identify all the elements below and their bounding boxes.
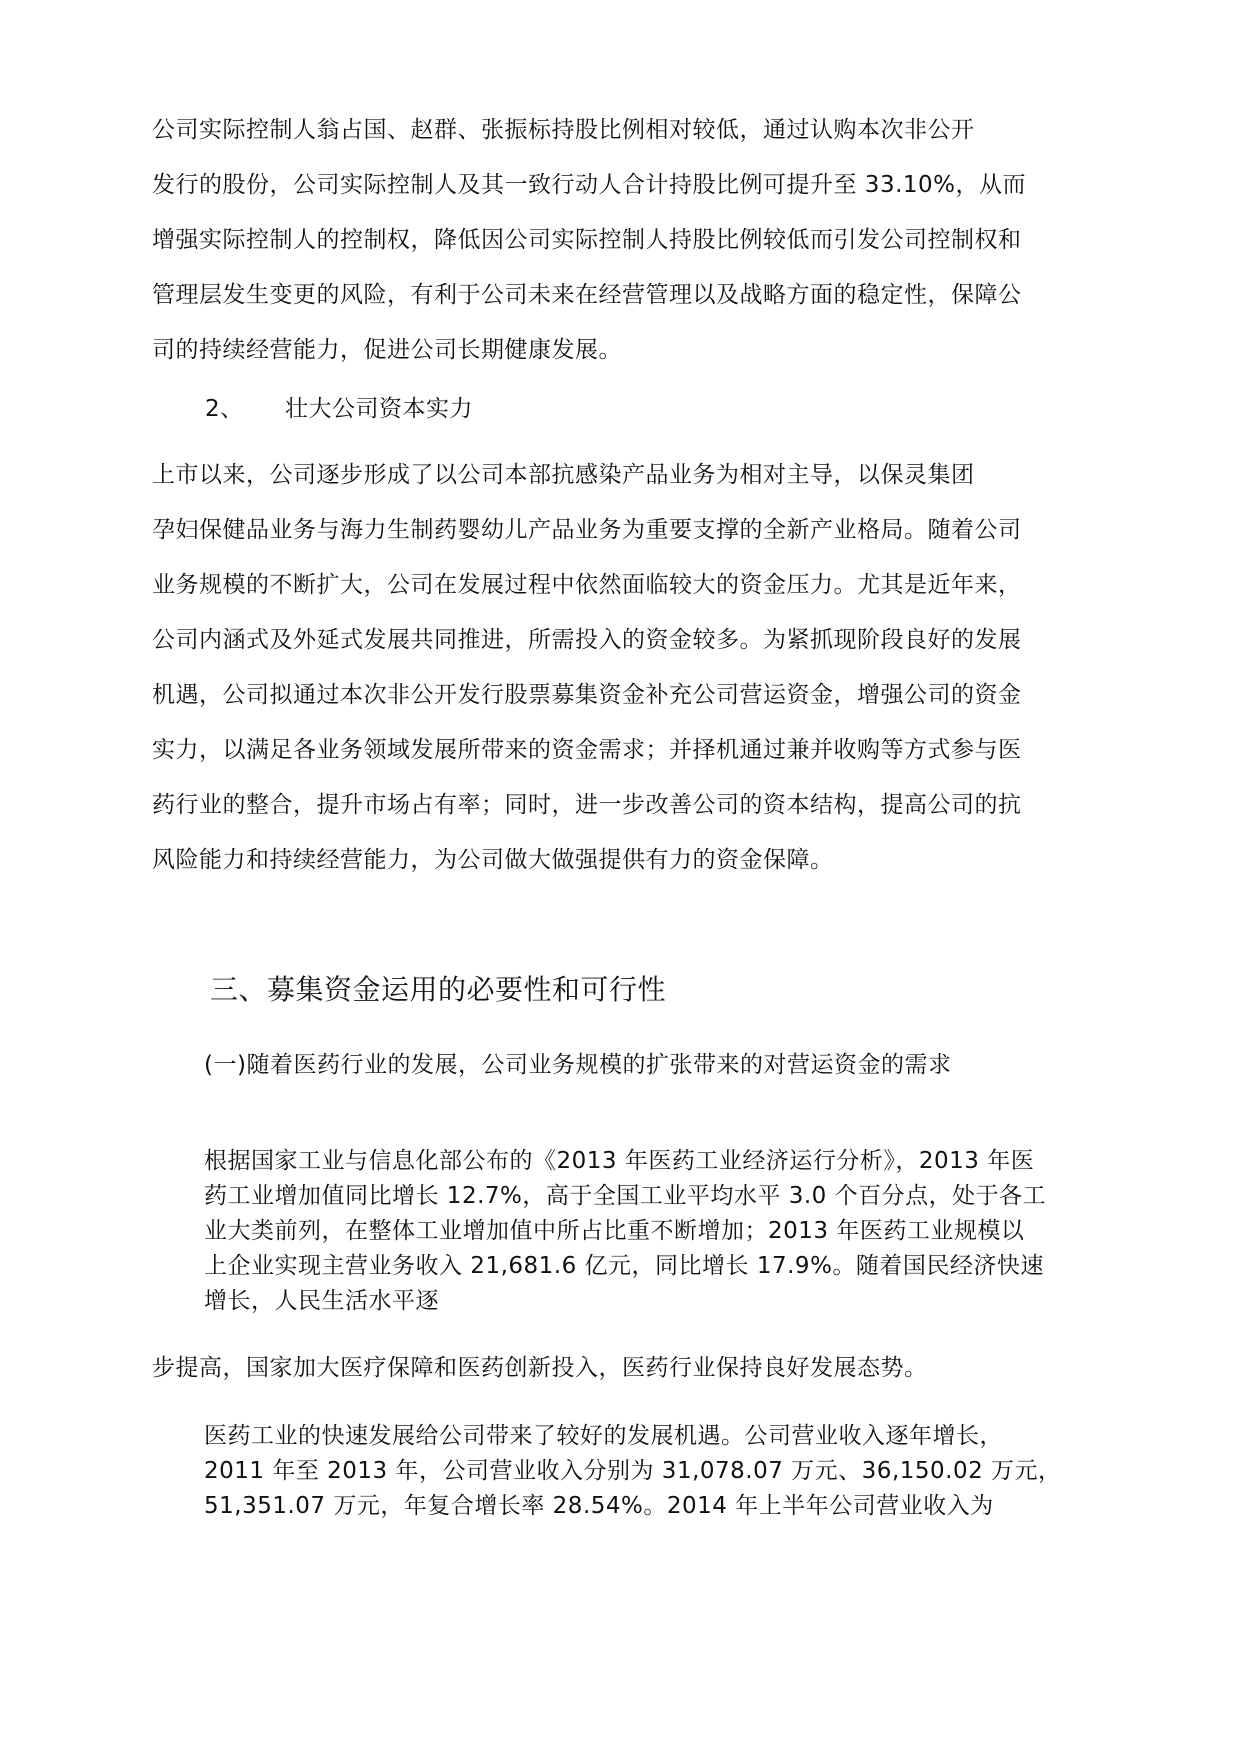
list-item-title: 壮大公司资本实力 [285,396,473,422]
text-line: 2011 年至 2013 年，公司营业收入分别为 31,078.07 万元、36,150.02 万元， [204,1458,1062,1484]
text-line: 司的持续经营能力，促进公司长期健康发展。 [152,337,622,363]
text-line: 上市以来，公司逐步形成了以公司本部抗感染产品业务为相对主导，以保灵集团 [152,462,975,488]
text-line: 业大类前列，在整体工业增加值中所占比重不断增加；2013 年医药工业规模以 [204,1218,1025,1244]
paragraph-industry-analysis [204,1144,1046,1319]
text-line: 药工业增加值同比增长 12.7%，高于全国工业平均水平 3.0 个百分点，处于各工 [204,1183,1047,1209]
text-line: 根据国家工业与信息化部公布的《2013 年医药工业经济运行分析》，2013 年医 [204,1148,1035,1174]
text-line: 增长，人民生活水平逐 [204,1288,439,1314]
text-line: 医药工业的快速发展给公司带来了较好的发展机遇。公司营业收入逐年增长， [204,1423,1003,1449]
paragraph-revenue-growth [204,1419,1062,1524]
text-line: 增强实际控制人的控制权，降低因公司实际控制人持股比例较低而引发公司控制权和 [152,227,1022,253]
list-item-2 [205,382,473,437]
text-line: 上企业实现主营业务收入 21,681.6 亿元，同比增长 17.9%。随着国民经济快速 [204,1253,1044,1279]
subsection-heading: (一)随着医药行业的发展，公司业务规模的扩张带来的对营运资金的需求 [204,1052,952,1078]
text-line: 风险能力和持续经营能力，为公司做大做强提供有力的资金保障。 [152,847,834,873]
section-heading: 三、募集资金运用的必要性和可行性 [210,973,667,1006]
text-line: 实力，以满足各业务领域发展所带来的资金需求；并择机通过兼并收购等方式参与医 [152,737,1022,763]
text-line: 管理层发生变更的风险，有利于公司未来在经营管理以及战略方面的稳定性，保障公 [152,282,1022,308]
text-line: 发行的股份，公司实际控制人及其一致行动人合计持股比例可提升至 33.10%，从而 [152,172,1027,198]
text-line: 公司内涵式及外延式发展共同推进，所需投入的资金较多。为紧抓现阶段良好的发展 [152,627,1022,653]
paragraph-continuation: 步提高，国家加大医疗保障和医药创新投入，医药行业保持良好发展态势。 [152,1355,928,1381]
text-line: 药行业的整合，提升市场占有率；同时，进一步改善公司的资本结构，提高公司的抗 [152,792,1022,818]
paragraph-control-rights [152,103,1026,378]
text-line: 业务规模的不断扩大，公司在发展过程中依然面临较大的资金压力。尤其是近年来， [152,572,1022,598]
paragraph-capital-strength [152,448,1022,888]
text-line: 51,351.07 万元，年复合增长率 28.54%。2014 年上半年公司营业收入为 [204,1493,994,1519]
list-item-number: 2、 [205,396,244,422]
text-line: 孕妇保健品业务与海力生制药婴幼儿产品业务为重要支撑的全新产业格局。随着公司 [152,517,1022,543]
text-line: 公司实际控制人翁占国、赵群、张振标持股比例相对较低，通过认购本次非公开 [152,117,975,143]
text-line: 机遇，公司拟通过本次非公开发行股票募集资金补充公司营运资金，增强公司的资金 [152,682,1022,708]
